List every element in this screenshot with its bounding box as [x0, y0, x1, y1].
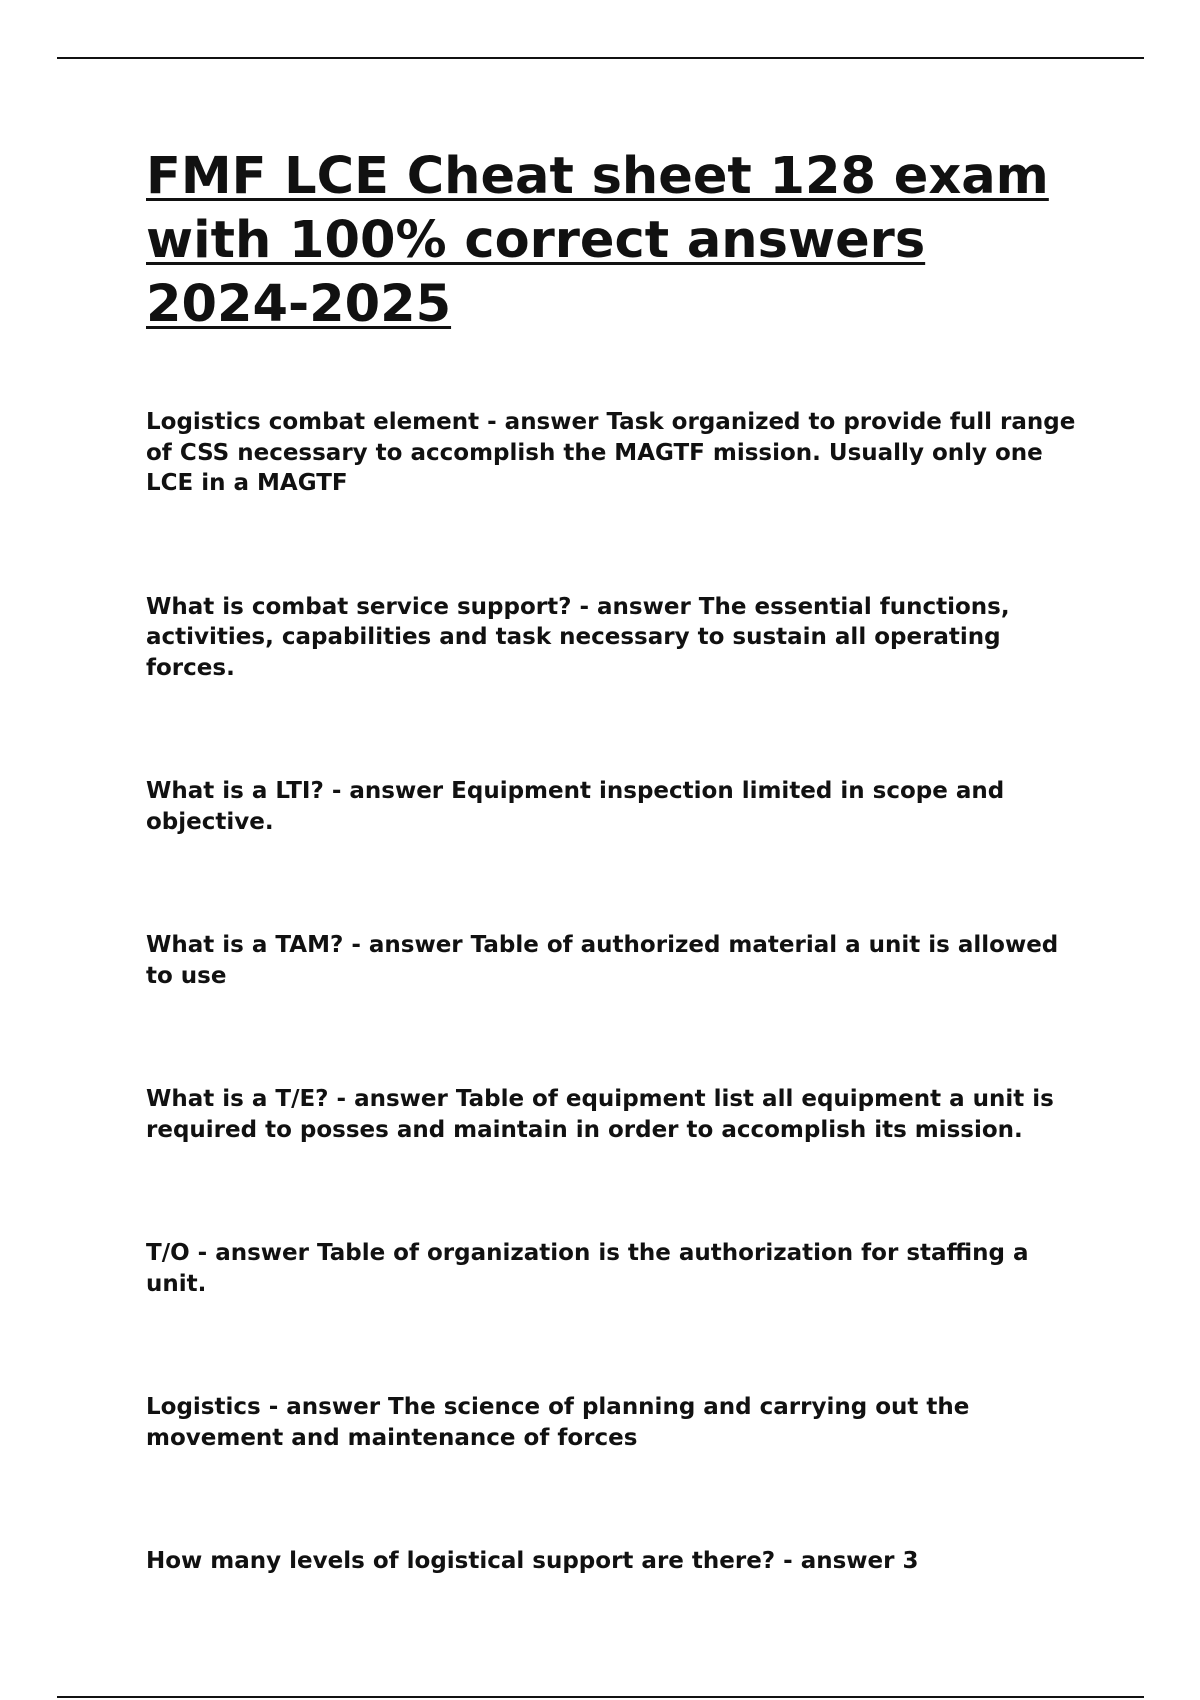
qa-item: T/O - answer Table of organization is the authorization for staffing a unit. [146, 1240, 1029, 1297]
qa-item: What is a T/E? - answer Table of equipment list all equipment a unit is required to posses and maintain in order to accomplish its mission. [146, 1086, 1054, 1143]
header-rule [57, 57, 1144, 59]
footer-rule [57, 1696, 1144, 1698]
qa-item: How many levels of logistical support are there? - answer 3 [146, 1548, 919, 1574]
qa-item: Logistics combat element - answer Task organized to provide full range of CSS necessary to accomplish the MAGTF mission. Usually only one LCE in a MAGTF [146, 409, 1076, 496]
qa-list [146, 407, 1086, 1577]
page-content [146, 145, 1086, 1670]
qa-item: Logistics - answer The science of planning and carrying out the movement and maintenance of forces [146, 1394, 970, 1451]
qa-item: What is a TAM? - answer Table of authorized material a unit is allowed to use [146, 932, 1059, 989]
qa-item: What is a LTI? - answer Equipment inspection limited in scope and objective. [146, 778, 1005, 835]
qa-item: What is combat service support? - answer The essential functions, activities, capabilities and task necessary to sustain all operating forces. [146, 593, 1010, 681]
document-title: FMF LCE Cheat sheet 128 exam with 100% correct answers 2024-2025 [146, 147, 1049, 334]
